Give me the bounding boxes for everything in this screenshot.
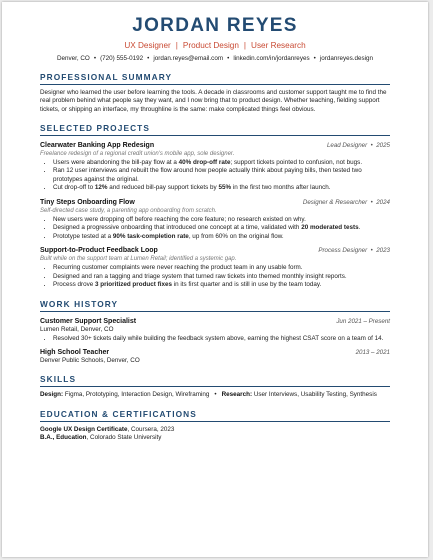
title-separator: |: [243, 41, 247, 50]
project-role: Lead Designer: [326, 141, 368, 149]
contact-linkedin[interactable]: linkedin.com/in/jordanreyes: [233, 55, 310, 62]
job-dates: 2013 – 2021: [355, 349, 390, 357]
title-user-research: User Research: [251, 41, 306, 50]
certificate-line: Google UX Design Certificate, Coursera, 2023: [40, 425, 175, 433]
bullet-separator: •: [147, 55, 150, 62]
job-organization: Lumen Retail, Denver, CO: [40, 325, 114, 333]
job-entry: [40, 348, 390, 365]
list-item: • Prototype tested at a 90% task-completion rate, up from 60% on the original flow.: [53, 233, 390, 242]
list-item: • Ran 12 user interviews and rebuilt the flow around how people actually think about paying bills, then tested two prototypes against the original.: [53, 167, 390, 184]
contact-phone[interactable]: (720) 555-0192: [100, 55, 144, 62]
project-bullets: [40, 264, 390, 290]
bullet-separator: •: [227, 55, 230, 62]
contact-location: Denver, CO: [56, 55, 90, 62]
contact-line: [40, 55, 390, 63]
job-title: Customer Support Specialist: [40, 317, 137, 325]
job-entry: [40, 317, 390, 344]
project-bullets: [40, 159, 390, 193]
project-description: Built while on the support team at Lumen Retail; identified a systemic gap.: [40, 256, 237, 263]
project-year: 2025: [376, 141, 390, 149]
project-title: Clearwater Banking App Redesign: [40, 141, 155, 149]
project-title: Support-to-Product Feedback Loop: [40, 247, 158, 255]
project-meta: Lead Designer • 2025: [326, 141, 390, 149]
list-item: • Process drove 3 prioritized product fixes in its first quarter and is still in use by the team today.: [53, 281, 390, 290]
summary-section: [40, 72, 390, 114]
contact-email[interactable]: jordan.reyes@email.com: [153, 55, 224, 62]
project-role: Designer & Researcher: [302, 198, 368, 206]
project-role: Process Designer: [318, 247, 368, 255]
job-bullets: [40, 335, 390, 344]
project-year: 2023: [376, 247, 390, 255]
title-line: [40, 41, 390, 51]
list-item: • Recurring customer complaints were never reaching the product team in any usable form.: [53, 264, 390, 273]
education-section: [40, 409, 390, 443]
list-item: • Users were abandoning the bill-pay flow at a 40% drop-off rate; support tickets pointed to confusion, not bugs.: [53, 159, 390, 168]
title-ux-designer: UX Designer: [124, 41, 171, 50]
work-history-section: [40, 299, 390, 366]
section-heading: SELECTED PROJECTS: [40, 123, 390, 136]
title-product-design: Product Design: [182, 41, 239, 50]
project-year: 2024: [376, 198, 390, 206]
section-heading: EDUCATION & CERTIFICATIONS: [40, 409, 390, 422]
section-heading: WORK HISTORY: [40, 299, 390, 312]
list-item: • Designed a progressive onboarding that introduced one concept at a time, validated with 20 moderated tests.: [53, 224, 390, 233]
project-meta: Designer & Researcher • 2024: [302, 198, 390, 206]
resume-page: [2, 2, 428, 557]
project-meta: Process Designer • 2023: [318, 247, 390, 255]
summary-text: Designer who learned the user before learning the tools. A decade in classrooms and customer support taught me to find the real problem behind what people say they want, and I now bring that to product design. Whether teaching, fielding support tickets, or shipping an interface, my throughline is the same: make complicated things feel obvious.: [40, 89, 387, 113]
skills-research-text: User Interviews, Usability Testing, Synthesis: [253, 391, 377, 399]
title-separator: |: [175, 41, 178, 50]
list-item: • Resolved 30+ tickets daily while building the feedback system above, earning the highest CSAT score on a team of 14.: [53, 335, 390, 344]
job-title: High School Teacher: [40, 349, 110, 357]
candidate-name: JORDAN REYES: [132, 15, 298, 36]
list-item: • New users were dropping off before reaching the core feature; no research existed on why.: [53, 216, 390, 225]
contact-website[interactable]: jordanreyes.design: [319, 55, 374, 62]
section-heading: PROFESSIONAL SUMMARY: [40, 72, 390, 85]
bullet-separator: •: [313, 55, 316, 62]
projects-section: [40, 123, 390, 290]
project-entry: [40, 198, 390, 242]
section-heading: SKILLS: [40, 374, 390, 387]
job-dates: Jun 2021 – Present: [336, 317, 390, 325]
bullet-separator: •: [214, 391, 217, 399]
skills-design-text: Figma, Prototyping, Interaction Design, Wireframing: [64, 391, 210, 399]
degree-line: B.A., Education, Colorado State University: [40, 434, 162, 442]
skills-section: [40, 374, 390, 400]
bullet-separator: •: [93, 55, 97, 62]
list-item: • Designed and ran a tagging and triage system that turned raw tickets into themed monthly insight reports.: [53, 273, 390, 282]
project-title: Tiny Steps Onboarding Flow: [40, 198, 135, 206]
project-entry: [40, 246, 390, 290]
project-bullets: [40, 216, 390, 242]
skills-research-label: Research:: [221, 391, 253, 399]
list-item: • Cut drop-off to 12% and reduced bill-pay support tickets by 55% in the first two months after launch.: [53, 184, 390, 193]
project-entry: [40, 141, 390, 193]
project-description: Self-directed case study, a parenting app onboarding from scratch.: [40, 207, 217, 214]
job-organization: Denver Public Schools, Denver, CO: [40, 357, 140, 365]
project-description: Freelance redesign of a regional credit union's mobile app, sole designer.: [40, 150, 235, 157]
skills-design-label: Design:: [40, 391, 64, 399]
skills-line: [40, 391, 390, 400]
